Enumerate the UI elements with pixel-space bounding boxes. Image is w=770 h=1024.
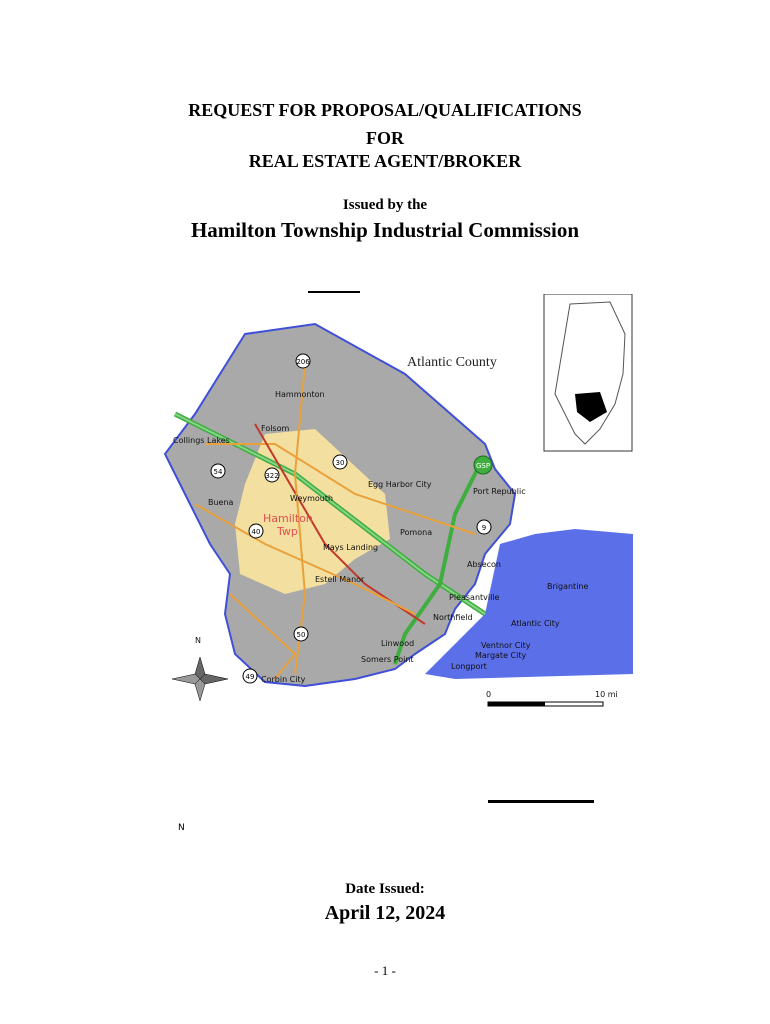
- route-206: 206: [296, 358, 310, 366]
- issuer-name: Hamilton Township Industrial Commission: [190, 218, 580, 242]
- place-estell-manor: Estell Manor: [315, 575, 365, 584]
- route-40: 40: [251, 528, 261, 536]
- scale-end: 10 mi: [595, 690, 618, 699]
- route-30: 30: [335, 459, 345, 467]
- place-corbin-city: Corbin City: [261, 675, 306, 684]
- atlantic-county-map: [155, 294, 633, 724]
- place-linwood: Linwood: [381, 639, 415, 648]
- place-collings-lakes: Collings Lakes: [173, 436, 230, 445]
- new-jersey-inset-map: [544, 294, 632, 451]
- place-brigantine: Brigantine: [547, 582, 589, 591]
- route-gsp: GSP: [475, 462, 491, 470]
- twp-label: Twp: [277, 525, 298, 538]
- place-buena: Buena: [208, 498, 234, 507]
- place-egg-harbor-city: Egg Harbor City: [368, 480, 432, 489]
- date-issued-value: April 12, 2024: [324, 902, 446, 924]
- title-line-1: REQUEST FOR PROPOSAL/QUALIFICATIONS: [188, 100, 582, 120]
- page-number: - 1 -: [374, 963, 396, 978]
- route-54: 54: [213, 468, 223, 476]
- place-weymouth: Weymouth: [290, 494, 334, 503]
- scale-start: 0: [486, 690, 492, 699]
- date-issued-label: Date Issued:: [345, 881, 425, 897]
- place-folsom: Folsom: [261, 424, 290, 433]
- route-322: 322: [265, 472, 279, 480]
- hamilton-label: Hamilton: [263, 512, 313, 525]
- place-northfield: Northfield: [433, 613, 473, 622]
- stray-north-label: N: [178, 823, 185, 833]
- place-hammonton: Hammonton: [275, 390, 325, 399]
- place-longport: Longport: [451, 662, 487, 671]
- place-pleasantville: Pleasantville: [449, 593, 500, 602]
- place-somers-point: Somers Point: [361, 655, 414, 664]
- route-49: 49: [245, 673, 255, 681]
- compass-north-label: N: [195, 636, 201, 645]
- route-50: 50: [296, 631, 306, 639]
- place-port-republic: Port Republic: [473, 487, 526, 496]
- route-9: 9: [481, 524, 487, 532]
- short-rule-top: [308, 291, 360, 293]
- short-rule-bottom: [488, 800, 594, 803]
- title-line-3: REAL ESTATE AGENT/BROKER: [248, 151, 522, 171]
- place-atlantic-city: Atlantic City: [511, 619, 560, 628]
- place-mays-landing: Mays Landing: [323, 543, 379, 552]
- place-absecon: Absecon: [467, 560, 502, 569]
- place-margate-city: Margate City: [475, 651, 527, 660]
- title-line-2: FOR: [366, 128, 404, 148]
- place-pomona: Pomona: [400, 528, 433, 537]
- issued-by-label: Issued by the: [342, 197, 428, 213]
- place-ventnor-city: Ventnor City: [481, 641, 531, 650]
- county-title: Atlantic County: [407, 355, 497, 370]
